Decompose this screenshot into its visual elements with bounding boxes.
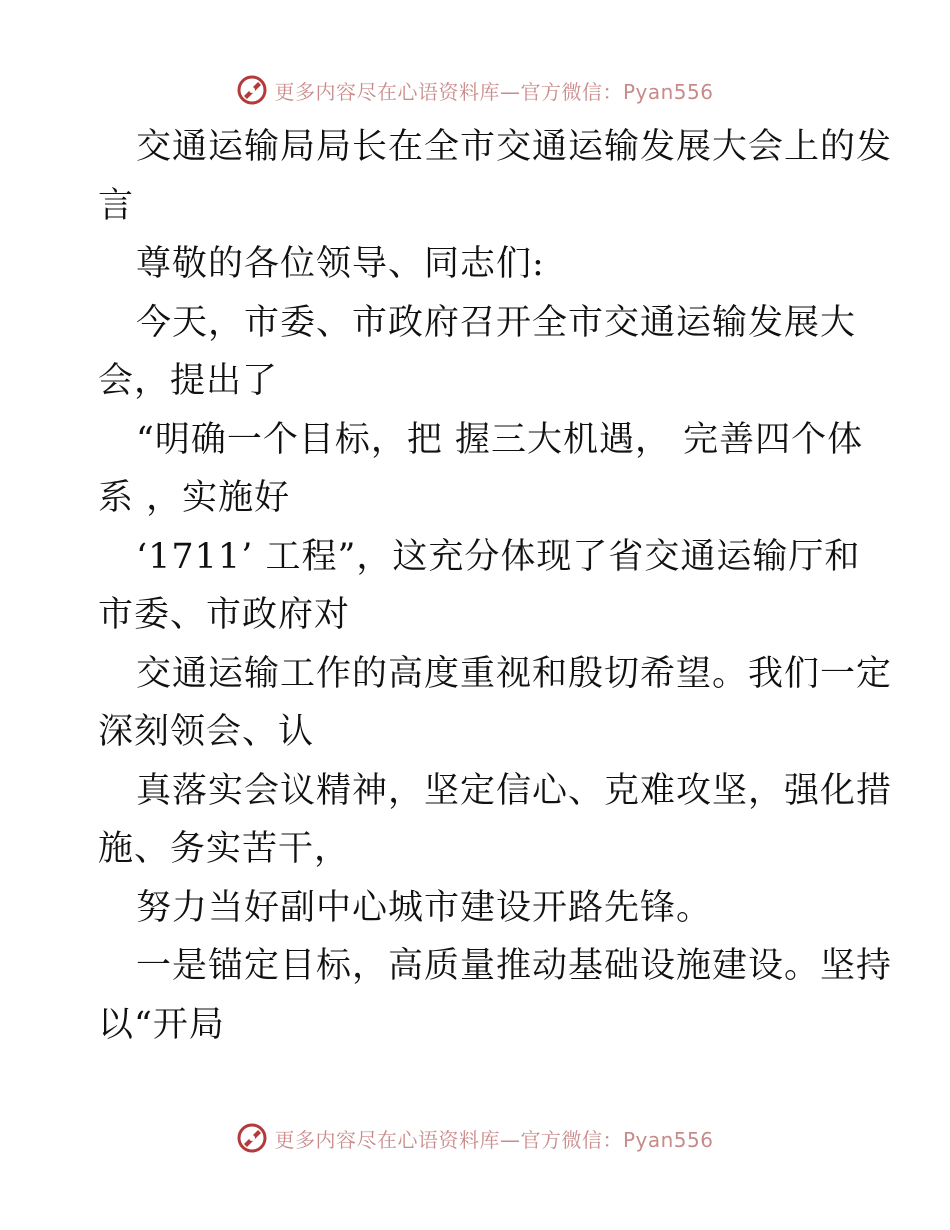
text-line: 言 xyxy=(98,185,135,226)
text-line: 交通运输工作的高度重视和殷切希望。我们一定 xyxy=(136,653,893,694)
header-watermark xyxy=(0,70,950,110)
watermark-text: 更多内容尽在心语资料库—官方微信：Pyan556 xyxy=(274,1127,714,1152)
text-line: 施、务实苦干， xyxy=(98,829,351,869)
text-line: 会，提出了 xyxy=(98,361,279,401)
text-line: 交通运输局局长在全市交通运输发展大会上的发 xyxy=(136,127,893,167)
text-line: 尊敬的各位领导、同志们: xyxy=(136,244,545,284)
text-line: 深刻领会、认 xyxy=(98,712,315,752)
watermark-logo-icon xyxy=(236,1122,268,1154)
text-line: 努力当好副中心城市建设开路先锋。 xyxy=(136,887,713,928)
footer-watermark xyxy=(0,1118,950,1158)
text-line: 以“开局 xyxy=(98,1004,225,1045)
text-line: “明确一个目标，把 握三大机遇， 完善四个体 xyxy=(136,419,864,460)
text-line: 真落实会议精神，坚定信心、克难攻坚，强化措 xyxy=(136,770,893,811)
text-line: 市委、市政府对 xyxy=(98,595,351,635)
text-line: 今天，市委、市政府召开全市交通运输发展大 xyxy=(136,302,857,343)
text-line: ‘1711’ 工程”，这充分体现了省交通运输厅和 xyxy=(136,536,861,577)
document-body xyxy=(98,118,893,1054)
text-line: 系 ，实施好 xyxy=(98,478,291,518)
watermark-text: 更多内容尽在心语资料库—官方微信：Pyan556 xyxy=(274,79,714,104)
text-line: 一是锚定目标，高质量推动基础设施建设。坚持 xyxy=(136,946,893,986)
watermark-logo-icon xyxy=(236,74,268,106)
